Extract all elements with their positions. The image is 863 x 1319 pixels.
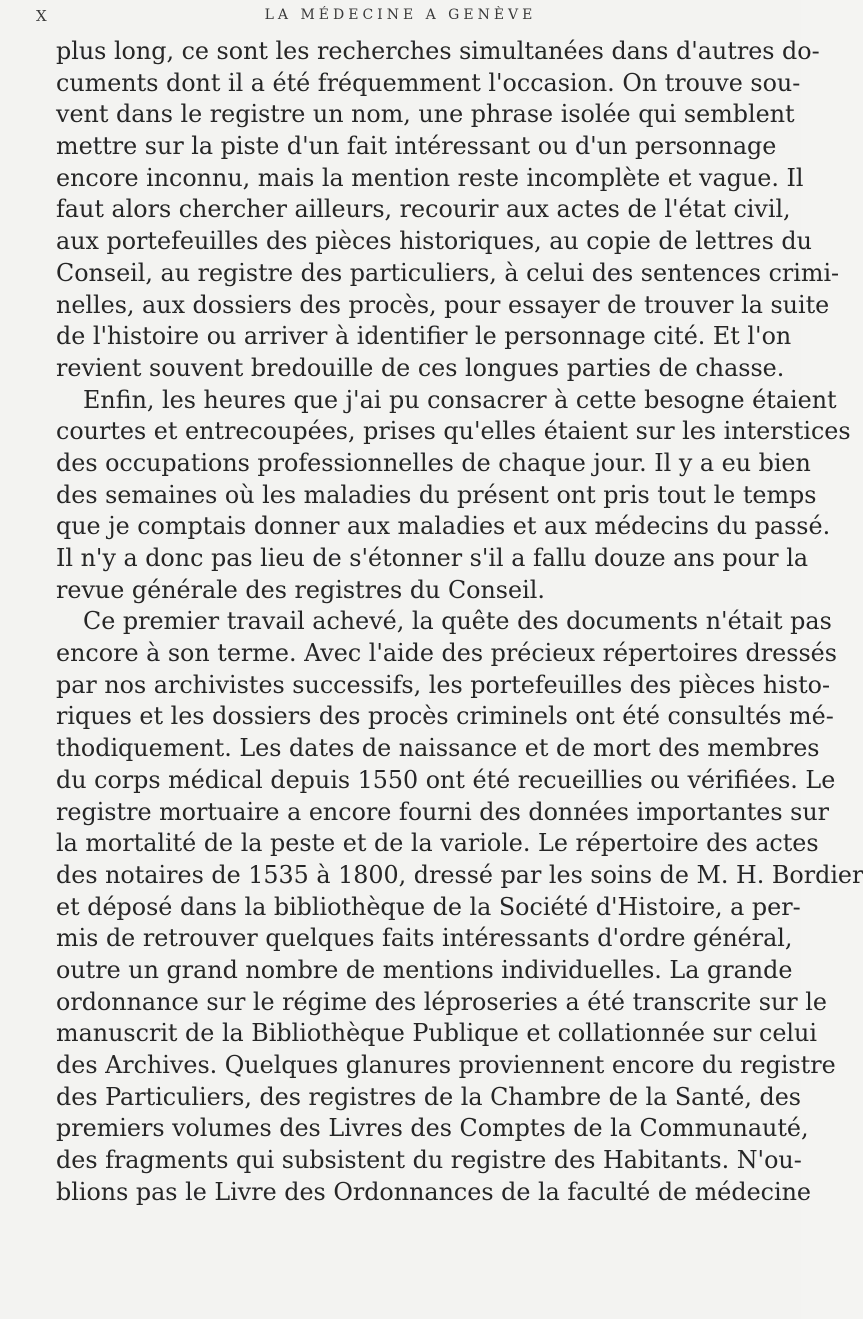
text-line: faut alors chercher ailleurs, recourir aux actes de l'état civil, (56, 195, 791, 224)
text-line: Ce premier travail achevé, la quête des documents n'était pas (83, 607, 832, 636)
text-line: et déposé dans la bibliothèque de la Société d'Histoire, a per- (56, 892, 801, 921)
text-line: du corps médical depuis 1550 ont été recueillies ou vérifiées. Le (56, 765, 836, 794)
text-line: Conseil, au registre des particuliers, à celui des sentences crimi- (56, 258, 840, 287)
text-line: de l'histoire ou arriver à identifier le personnage cité. Et l'on (56, 322, 792, 351)
text-line: des notaires de 1535 à 1800, dressé par les soins de M. H. Bordier (56, 860, 863, 889)
text-line: des semaines où les maladies du présent ont pris tout le temps (56, 480, 817, 509)
text-line: courtes et entrecoupées, prises qu'elles étaient sur les interstices (56, 417, 851, 446)
running-title: LA MÉDECINE A GENÈVE (264, 7, 537, 23)
text-line: manuscrit de la Bibliothèque Publique et collationnée sur celui (56, 1019, 817, 1048)
text-line: cuments dont il a été fréquemment l'occasion. On trouve sou- (56, 68, 801, 97)
text-line: que je comptais donner aux maladies et aux médecins du passé. (56, 512, 831, 541)
text-line: premiers volumes des Livres des Comptes de la Communauté, (56, 1114, 809, 1143)
text-line: Enfin, les heures que j'ai pu consacrer à cette besogne étaient (83, 385, 837, 414)
text-line: des occupations professionnelles de chaque jour. Il y a eu bien (56, 448, 811, 477)
body-text (56, 36, 863, 1208)
paragraph (56, 36, 840, 385)
text-line: encore à son terme. Avec l'aide des précieux répertoires dressés (56, 639, 837, 668)
text-line: revue générale des registres du Conseil. (56, 575, 545, 604)
page-header (36, 4, 765, 30)
text-line: revient souvent bredouille de ces longues parties de chasse. (56, 353, 785, 382)
text-line: des Archives. Quelques glanures proviennent encore du registre (56, 1051, 836, 1079)
text-line: thodiquement. Les dates de naissance et de mort des membres (56, 734, 820, 763)
paragraph (56, 385, 851, 607)
paragraph (56, 606, 863, 1208)
text-line: vent dans le registre un nom, une phrase isolée qui semblent (56, 100, 795, 129)
text-line: mis de retrouver quelques faits intéressants d'ordre général, (56, 924, 793, 953)
text-line: des fragments qui subsistent du registre des Habitants. N'ou- (56, 1146, 802, 1175)
text-line: Il n'y a donc pas lieu de s'étonner s'il a fallu douze ans pour la (56, 544, 809, 572)
text-line: plus long, ce sont les recherches simultanées dans d'autres do- (56, 37, 820, 65)
text-line: la mortalité de la peste et de la variole. Le répertoire des actes (56, 829, 819, 858)
text-line: par nos archivistes successifs, les portefeuilles des pièces histo- (56, 670, 831, 699)
text-line: blions pas le Livre des Ordonnances de la faculté de médecine (56, 1177, 812, 1206)
text-line: des Particuliers, des registres de la Chambre de la Santé, des (56, 1082, 802, 1111)
text-line: encore inconnu, mais la mention reste incomplète et vague. Il (56, 163, 804, 192)
page-number: X (36, 7, 49, 25)
text-line: mettre sur la piste d'un fait intéressant ou d'un personnage (56, 132, 777, 161)
text-line: outre un grand nombre de mentions individuelles. La grande (56, 955, 793, 984)
text-line: nelles, aux dossiers des procès, pour essayer de trouver la suite (56, 290, 830, 319)
text-line: aux portefeuilles des pièces historiques, au copie de lettres du (56, 227, 812, 256)
text-line: riques et les dossiers des procès criminels ont été consultés mé- (56, 702, 834, 731)
text-line: ordonnance sur le régime des léproseries a été transcrite sur le (56, 987, 827, 1016)
text-line: registre mortuaire a encore fourni des données importantes sur (56, 797, 830, 826)
